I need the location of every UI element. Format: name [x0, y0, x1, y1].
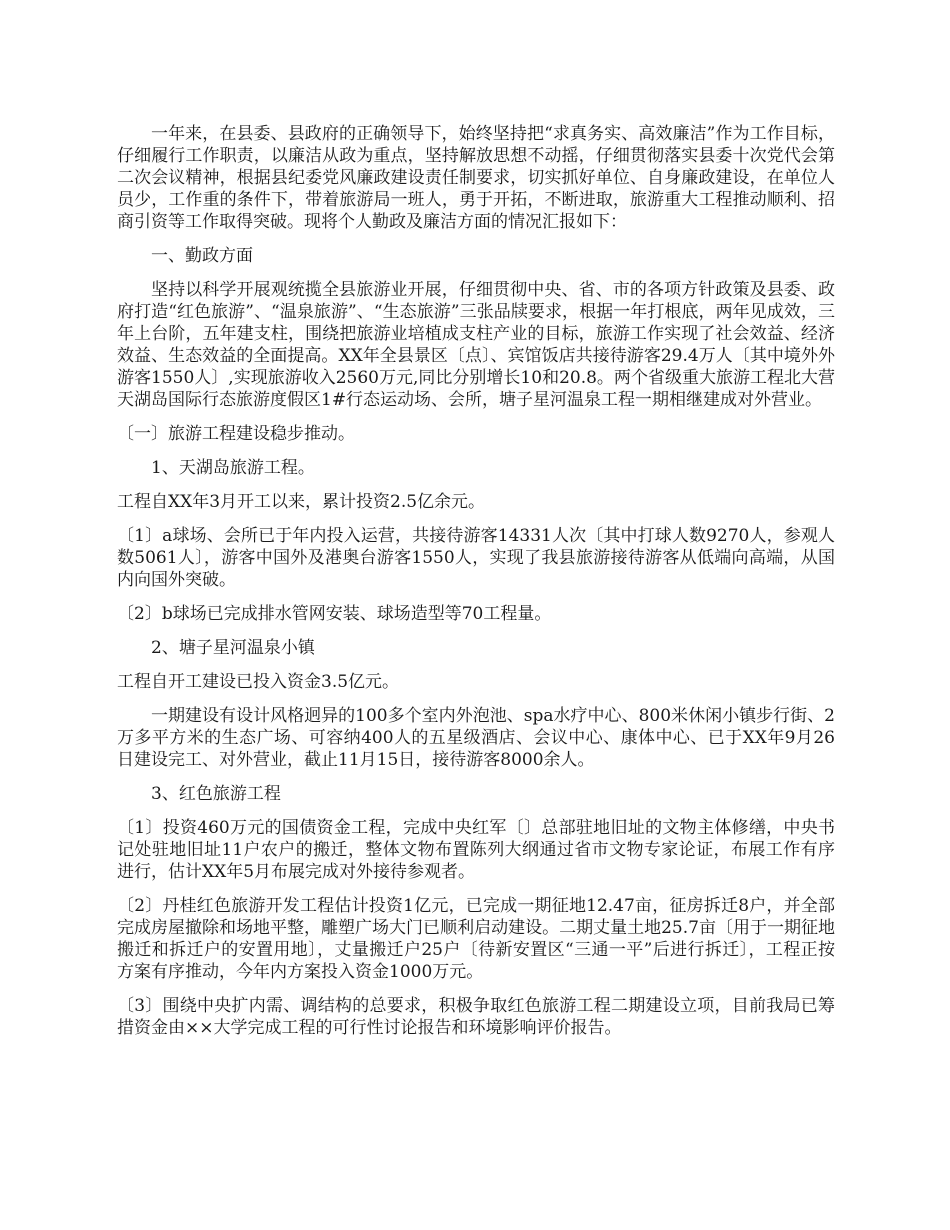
document-body — [117, 123, 835, 1051]
intro-paragraph: 一年来，在县委、县政府的正确领导下，始终坚持把“求真务实、高效廉洁”作为工作目标，仔细履行工作职责，以廉洁从政为重点，坚持解放思想不动摇，仔细贯彻落实县委十次党代会第二次会议精神，根据县纪委党风廉政建设责任制要求，切实抓好单位、自身廉政建设，在单位人员少，工作重的条件下，带着旅游局一班人，勇于开拓，不断进取，旅游重大工程推动顺利、招商引资等工作取得突破。现将个人勤政及廉洁方面的情况汇报如下： — [117, 124, 835, 232]
item-heading-hot-spring-town: 2、塘子星河温泉小镇 — [151, 638, 315, 658]
hot-spring-detail-paragraph: 一期建设有设计风格迥异的100多个室内外泡池、spa水疗中心、800米休闲小镇步行街、2万多平方米的生态广场、可容纳400人的五星级酒店、会议中心、康体中心、已于XX年9月26日建设完工、对外营业，截止11月15日，接待游客8000余人。 — [117, 706, 835, 770]
tianhu-point-1: 〔1〕a球场、会所已于年内投入运营，共接待游客14331人次〔其中打球人数9270人，参观人数5061人〕，游客中国外及港奥台游客1550人，实现了我县旅游接待游客从低端向高端，从国内向国外突破。 — [117, 526, 835, 590]
subsection-heading-projects: 〔一〕旅游工程建设稳步推动。 — [117, 424, 355, 444]
tianhu-point-2: 〔2〕b球场已完成排水管网安装、球场造型等70工程量。 — [117, 604, 552, 624]
item-heading-tianhu-island: 1、天湖岛旅游工程。 — [151, 458, 315, 478]
hot-spring-investment-paragraph: 工程自开工建设已投入资金3.5亿元。 — [117, 672, 400, 692]
red-tourism-point-3: 〔3〕围绕中央扩内需、调结构的总要求，积极争取红色旅游工程二期建设立项，目前我局已筹措资金由××大学完成工程的可行性讨论报告和环境影响评价报告。 — [117, 996, 835, 1038]
red-tourism-point-1: 〔1〕投资460万元的国债资金工程，完成中央红军〔〕总部驻地旧址的文物主体修缮，中央书记处驻地旧址11户农户的搬迁，整体文物布置陈列大纲通过省市文物专家论证，布展工作有序进行，估计XX年5月布展完成对外接待参观者。 — [117, 818, 835, 882]
red-tourism-point-2: 〔2〕丹桂红色旅游开发工程估计投资1亿元，已完成一期征地12.47亩，征房拆迁8户，并全部完成房屋撤除和场地平整，雕塑广场大门已顺利启动建设。二期丈量土地25.7亩〔用于一期征地搬迁和拆迁户的安置用地〕，丈量搬迁户25户〔待新安置区“三通一平”后进行拆迁〕，工程正按方案有序推动，今年内方案投入资金1000万元。 — [117, 896, 835, 982]
item-heading-red-tourism: 3、红色旅游工程 — [151, 784, 281, 804]
section-heading-diligence: 一、勤政方面 — [151, 246, 253, 266]
tianhu-investment-paragraph: 工程自XX年3月开工以来，累计投资2.5亿余元。 — [117, 492, 486, 512]
diligence-overview-paragraph: 坚持以科学开展观统揽全县旅游业开展，仔细贯彻中央、省、市的各项方针政策及县委、政府打造“红色旅游”、“温泉旅游”、“生态旅游”三张品牍要求，根据一年打根底，两年见成效，三年上台阶，五年建支柱，围绕把旅游业培植成支柱产业的目标，旅游工作实现了社会效益、经济效益、生态效益的全面提高。XX年全县景区〔点〕、宾馆饭店共接待游客29.4万人〔其中境外外游客1550人〕,实现旅游收入2560万元,同比分别增长10和20.8。两个省级重大旅游工程北大营天湖岛国际行态旅游度假区1#行态运动场、会所，塘子星河温泉工程一期相继建成对外营业。 — [117, 280, 835, 410]
